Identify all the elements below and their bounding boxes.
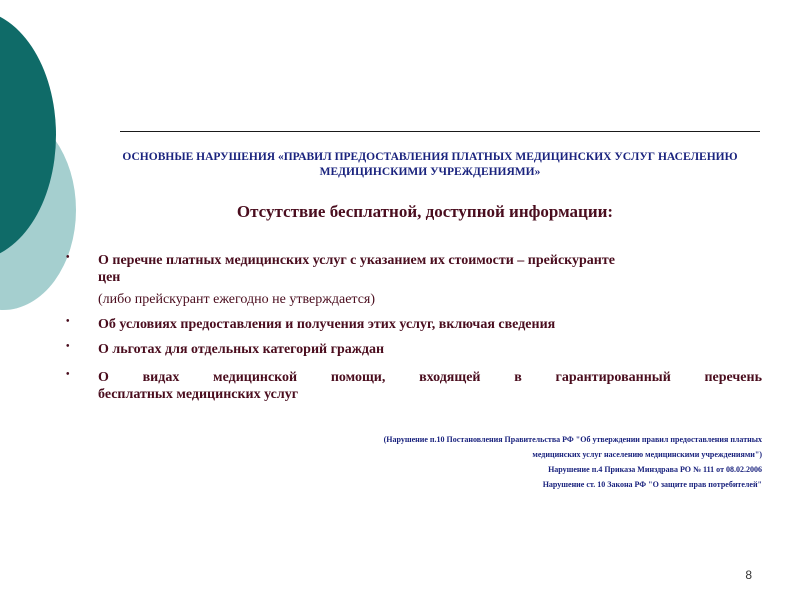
slide-title-line-1: ОСНОВНЫЕ НАРУШЕНИЯ «ПРАВИЛ ПРЕДОСТАВЛЕНИЯ ПЛАТНЫХ МЕДИЦИНСКИХ УСЛУГ НАСЕЛЕНИЮ: [122, 151, 738, 163]
list-item-text: Об условиях предоставления и получения этих услуг, включая сведения: [98, 317, 556, 332]
page-number: 8: [745, 568, 752, 582]
footnote-line: медицинских услуг населению медицинскими учреждениями"): [532, 450, 762, 459]
bullet-icon: •: [66, 341, 70, 352]
top-divider: [120, 131, 760, 132]
bullet-icon: •: [66, 252, 70, 263]
slide-title: [80, 150, 780, 180]
footnote-line: (Нарушение п.10 Постановления Правительства РФ "Об утверждении правил предоставления платных: [383, 435, 762, 444]
list-item-text: О перечне платных медицинских услуг с указанием их стоимости – прейскуранте: [98, 253, 615, 268]
bullet-icon: •: [66, 369, 70, 380]
list-item: [66, 341, 766, 369]
footnote-line: Нарушение ст. 10 Закона РФ "О защите прав потребителей": [542, 480, 762, 489]
list-item-text: О льготах для отдельных категорий граждан: [98, 342, 385, 357]
list-item: [66, 369, 766, 409]
footnote-line: Нарушение п.4 Приказа Минздрава РО № 111 от 08.02.2006: [548, 465, 762, 474]
list-item: [66, 252, 766, 291]
slide-subheading: Отсутствие бесплатной, доступной информации:: [236, 202, 614, 221]
list-item-text: бесплатных медицинских услуг: [98, 387, 299, 402]
violations-list: [66, 252, 766, 409]
slide-title-line-2: МЕДИЦИНСКИМИ УЧРЕЖДЕНИЯМИ»: [319, 166, 541, 178]
list-item: [66, 316, 766, 341]
footnote-block: [320, 432, 762, 492]
bullet-icon: •: [66, 316, 70, 327]
list-item-text: О видах медицинской помощи, входящей в гарантированный перечень: [98, 370, 762, 385]
list-item-note: (либо прейскурант ежегодно не утверждается): [98, 292, 376, 307]
list-item-text: цен: [98, 270, 121, 285]
